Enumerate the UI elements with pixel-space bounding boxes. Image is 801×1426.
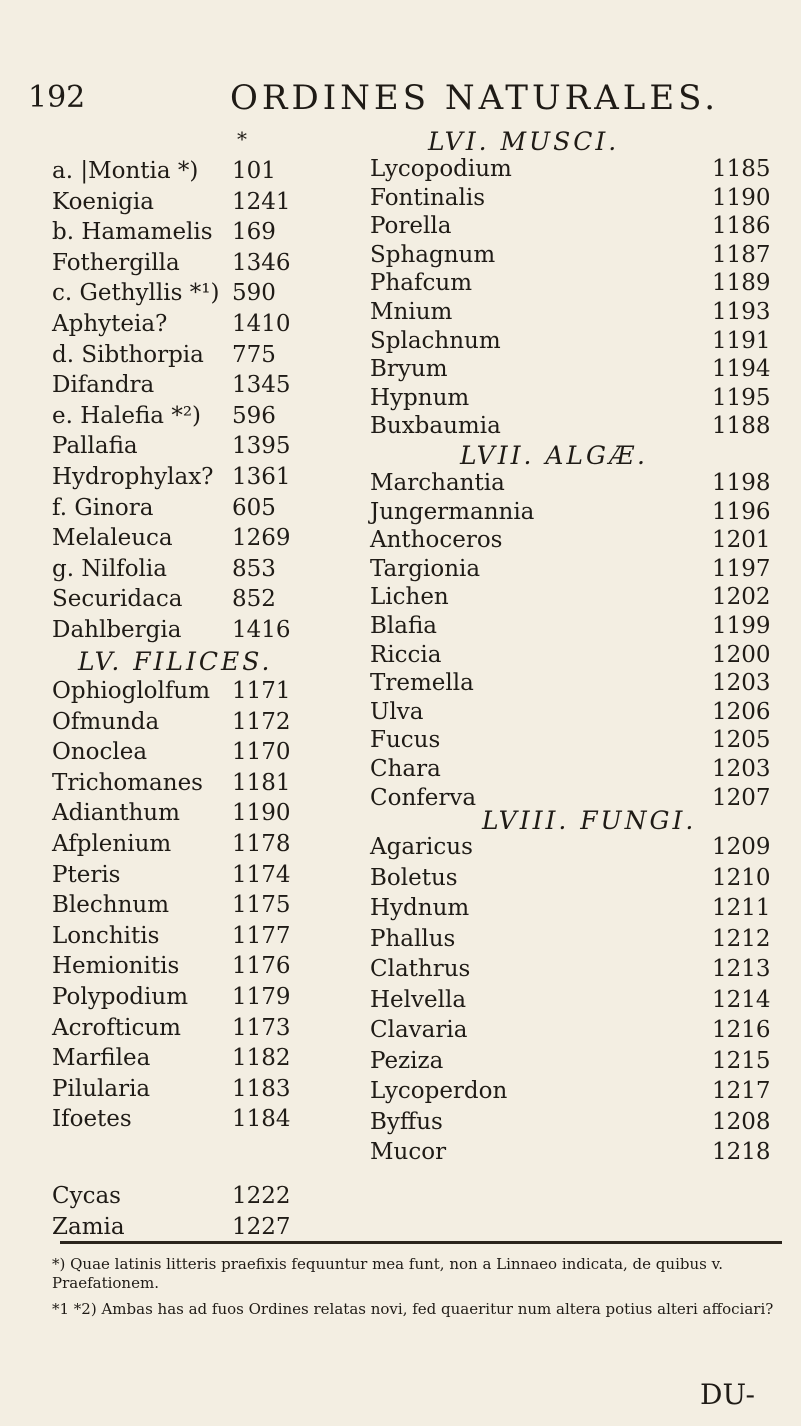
list-item (52, 584, 352, 614)
genus-name: Dahlbergia (52, 617, 182, 643)
genus-number: 1200 (712, 641, 771, 668)
genus-name: Acrofticum (52, 1014, 181, 1041)
genus-name: Ulva (370, 698, 424, 725)
genus-name: Trichomanes (52, 769, 203, 796)
list-item (370, 924, 780, 954)
genus-name: Hydnum (370, 895, 470, 921)
list-item (52, 951, 352, 981)
genus-number: 605 (232, 494, 276, 521)
genus-number: 1210 (712, 864, 771, 891)
genus-number: 1208 (712, 1108, 771, 1135)
genus-name: Zamia (52, 1213, 125, 1240)
genus-name: Hypnum (370, 384, 470, 411)
genus-name: Tremella (370, 670, 474, 697)
group-marker: * (237, 127, 247, 151)
list-item (370, 1046, 780, 1076)
list-item (52, 156, 352, 186)
list-item (52, 1104, 352, 1134)
genus-name: Anthoceros (370, 527, 503, 554)
list-item (52, 370, 352, 400)
genus-name: Adianthum (52, 800, 180, 827)
genus-name: Clavaria (370, 1017, 468, 1043)
genus-name: Clathrus (370, 956, 471, 982)
list-item (370, 1107, 780, 1137)
genus-number: 1171 (232, 678, 291, 704)
genus-name: Buxbaumia (370, 413, 501, 440)
genus-name: Ophioglolfum (52, 678, 211, 704)
list-item (52, 676, 352, 706)
list-item (370, 354, 780, 384)
genus-name: Mucor (370, 1139, 447, 1165)
genus-number: 1222 (232, 1183, 291, 1209)
genus-name: c. Gethyllis *¹) (52, 280, 220, 307)
list-item (370, 832, 780, 862)
list-item (52, 737, 352, 767)
list-item (370, 525, 780, 555)
genus-number: 101 (232, 158, 276, 184)
genus-name: Agaricus (370, 834, 473, 860)
genus-number: 1345 (232, 372, 291, 399)
genus-number: 1188 (712, 413, 771, 440)
list-item (52, 798, 352, 828)
genus-name: f. Ginora (52, 494, 154, 521)
list-item (370, 411, 780, 441)
list-item (370, 383, 780, 413)
genus-number: 1186 (712, 213, 771, 240)
genus-number: 1395 (232, 433, 291, 460)
list-item (52, 523, 352, 553)
list-item (52, 401, 352, 431)
genus-number: 1194 (712, 356, 771, 383)
genus-number: 775 (232, 341, 276, 368)
list-item (52, 217, 352, 247)
genus-number: 1189 (712, 270, 771, 297)
genus-name: Ifoetes (52, 1106, 132, 1133)
genus-number: 1216 (712, 1017, 771, 1043)
list-item (370, 554, 780, 584)
genus-number: 1241 (232, 188, 291, 215)
genus-name: Porella (370, 213, 452, 240)
list-item (52, 829, 352, 859)
genus-number: 1184 (232, 1106, 291, 1133)
genus-name: Fontinalis (370, 184, 485, 211)
list-item (370, 582, 780, 612)
genus-name: Conferva (370, 784, 477, 811)
list-item (52, 1074, 352, 1104)
genus-number: 852 (232, 586, 276, 613)
genus-number: 1211 (712, 895, 771, 921)
list-item (52, 890, 352, 920)
genus-name: Boletus (370, 864, 458, 891)
list-item (370, 240, 780, 270)
genus-name: Jungermannia (370, 498, 535, 525)
genus-number: 1198 (712, 470, 771, 496)
list-item (52, 554, 352, 584)
list-item (370, 154, 780, 184)
genus-number: 1205 (712, 727, 771, 754)
genus-number: 1174 (232, 861, 291, 888)
genus-number: 1175 (232, 892, 291, 919)
genus-number: 1410 (232, 311, 291, 337)
catchword: DU- (700, 1378, 756, 1411)
genus-number: 1170 (232, 739, 291, 766)
list-item (52, 1181, 352, 1211)
list-item (370, 326, 780, 356)
genus-name: Fucus (370, 727, 441, 754)
genus-number: 1227 (232, 1213, 291, 1240)
list-item (370, 754, 780, 784)
genus-name: Cycas (52, 1183, 121, 1209)
genus-number: 1215 (712, 1047, 771, 1074)
genus-number: 1212 (712, 925, 771, 952)
genus-number: 1182 (232, 1045, 291, 1072)
list-item (52, 1043, 352, 1073)
genus-number: 1176 (232, 953, 291, 980)
genus-number: 1183 (232, 1075, 291, 1102)
genus-name: Polypodium (52, 984, 189, 1010)
list-item (52, 768, 352, 798)
section-title-algae: LVII. ALGÆ. (460, 441, 648, 470)
genus-name: Lonchitis (52, 922, 160, 949)
genus-number: 1361 (232, 464, 291, 490)
genus-name: Difandra (52, 372, 155, 399)
genus-name: Melaleuca (52, 525, 173, 552)
genus-name: g. Nilfolia (52, 555, 167, 582)
genus-number: 1181 (232, 769, 291, 796)
running-head: ORDINES NATURALES. (230, 78, 720, 118)
genus-number: 1172 (232, 708, 291, 735)
list-item (370, 697, 780, 727)
list-item (370, 183, 780, 213)
genus-number: 1202 (712, 584, 771, 611)
footnote-rule (60, 1241, 782, 1244)
genus-name: Mnium (370, 299, 453, 325)
list-item (52, 493, 352, 523)
genus-number: 169 (232, 219, 276, 246)
genus-number: 1179 (232, 984, 291, 1010)
genus-name: Helvella (370, 986, 467, 1013)
list-item (52, 309, 352, 339)
genus-number: 1190 (712, 184, 771, 211)
genus-name: Marfilea (52, 1045, 151, 1072)
genus-name: Koenigia (52, 188, 154, 215)
list-item (52, 1013, 352, 1043)
genus-name: Sphagnum (370, 241, 496, 268)
genus-number: 1199 (712, 613, 771, 639)
genus-name: Hemionitis (52, 953, 180, 980)
list-item (370, 640, 780, 670)
genus-number: 1346 (232, 249, 291, 276)
genus-number: 590 (232, 280, 276, 307)
genus-name: e. Halefia *²) (52, 402, 202, 429)
genus-number: 1197 (712, 555, 771, 582)
genus-number: 1193 (712, 299, 771, 325)
list-item (52, 1212, 352, 1242)
genus-name: b. Hamamelis (52, 219, 213, 246)
genus-name: Splachnum (370, 327, 501, 354)
genus-number: 1206 (712, 698, 771, 725)
genus-number: 1217 (712, 1078, 771, 1104)
genus-name: d. Sibthorpia (52, 341, 204, 368)
genus-number: 1214 (712, 986, 771, 1013)
genus-number: 1218 (712, 1139, 771, 1165)
genus-number: 596 (232, 402, 276, 429)
list-item (52, 340, 352, 370)
genus-number: 1196 (712, 498, 771, 525)
genus-number: 1177 (232, 922, 291, 949)
page-number: 192 (28, 80, 86, 115)
genus-name: Hydrophylax? (52, 464, 214, 490)
list-item (370, 893, 780, 923)
genus-name: Phallus (370, 925, 456, 952)
list-item (52, 248, 352, 278)
list-item (370, 725, 780, 755)
list-item (370, 497, 780, 527)
genus-number: 1203 (712, 756, 771, 782)
list-item (52, 431, 352, 461)
list-item (52, 921, 352, 951)
genus-name: Pallafia (52, 433, 138, 460)
genus-name: Riccia (370, 641, 442, 668)
genus-name: a. |Montia *) (52, 158, 199, 184)
genus-number: 1213 (712, 956, 771, 982)
genus-number: 1209 (712, 834, 771, 860)
list-item (52, 707, 352, 737)
genus-name: Pteris (52, 861, 121, 888)
genus-name: Peziza (370, 1047, 444, 1074)
genus-name: Aphyteia? (52, 311, 168, 337)
genus-number: 1185 (712, 156, 771, 182)
list-item (370, 297, 780, 327)
list-item (370, 668, 780, 698)
genus-name: Blafia (370, 613, 438, 639)
list-item (52, 278, 352, 308)
genus-name: Fothergilla (52, 249, 180, 276)
genus-number: 1201 (712, 527, 771, 554)
footnote-2: *1 *2) Ambas has ad fuos Ordines relatas novi, fed quaeritur num altera potius alteri affociari? (52, 1300, 774, 1318)
section-title-musci: LVI. MUSCI. (428, 127, 620, 156)
genus-number: 1416 (232, 617, 291, 643)
section-title-fungi: LVIII. FUNGI. (482, 806, 697, 835)
list-item (370, 1076, 780, 1106)
genus-name: Blechnum (52, 892, 169, 919)
genus-number: 1207 (712, 784, 771, 811)
genus-name: Bryum (370, 356, 448, 383)
genus-name: Targionia (370, 555, 481, 582)
genus-number: 1195 (712, 384, 771, 411)
list-item (52, 615, 352, 645)
genus-name: Pilularia (52, 1075, 151, 1102)
genus-name: Afplenium (52, 831, 172, 857)
list-item (370, 1015, 780, 1045)
list-item (52, 187, 352, 217)
genus-name: Byffus (370, 1108, 443, 1135)
genus-number: 1173 (232, 1014, 291, 1041)
list-item (370, 954, 780, 984)
list-item (52, 982, 352, 1012)
genus-name: Lycopodium (370, 156, 512, 182)
list-item (370, 211, 780, 241)
list-item (52, 462, 352, 492)
genus-number: 1190 (232, 800, 291, 827)
genus-number: 1191 (712, 327, 771, 354)
genus-name: Marchantia (370, 470, 505, 496)
list-item (370, 863, 780, 893)
genus-number: 853 (232, 555, 276, 582)
footnote-1: *) Quae latinis litteris praefixis fequuntur mea funt, non a Linnaeo indicata, de quibus v. Praefationem. (52, 1255, 724, 1292)
genus-number: 1178 (232, 831, 291, 857)
genus-name: Ofmunda (52, 708, 160, 735)
genus-name: Lichen (370, 584, 449, 611)
genus-name: Phafcum (370, 270, 473, 297)
list-item (370, 611, 780, 641)
genus-name: Securidaca (52, 586, 183, 613)
genus-number: 1187 (712, 241, 771, 268)
genus-name: Onoclea (52, 739, 148, 766)
genus-name: Lycoperdon (370, 1078, 508, 1104)
genus-number: 1269 (232, 525, 291, 552)
list-item (370, 1137, 780, 1167)
list-item (52, 860, 352, 890)
list-item (370, 268, 780, 298)
list-item (370, 468, 780, 498)
list-item (370, 985, 780, 1015)
genus-name: Chara (370, 756, 441, 782)
genus-number: 1203 (712, 670, 771, 697)
section-title-filices: LV. FILICES. (78, 647, 273, 676)
